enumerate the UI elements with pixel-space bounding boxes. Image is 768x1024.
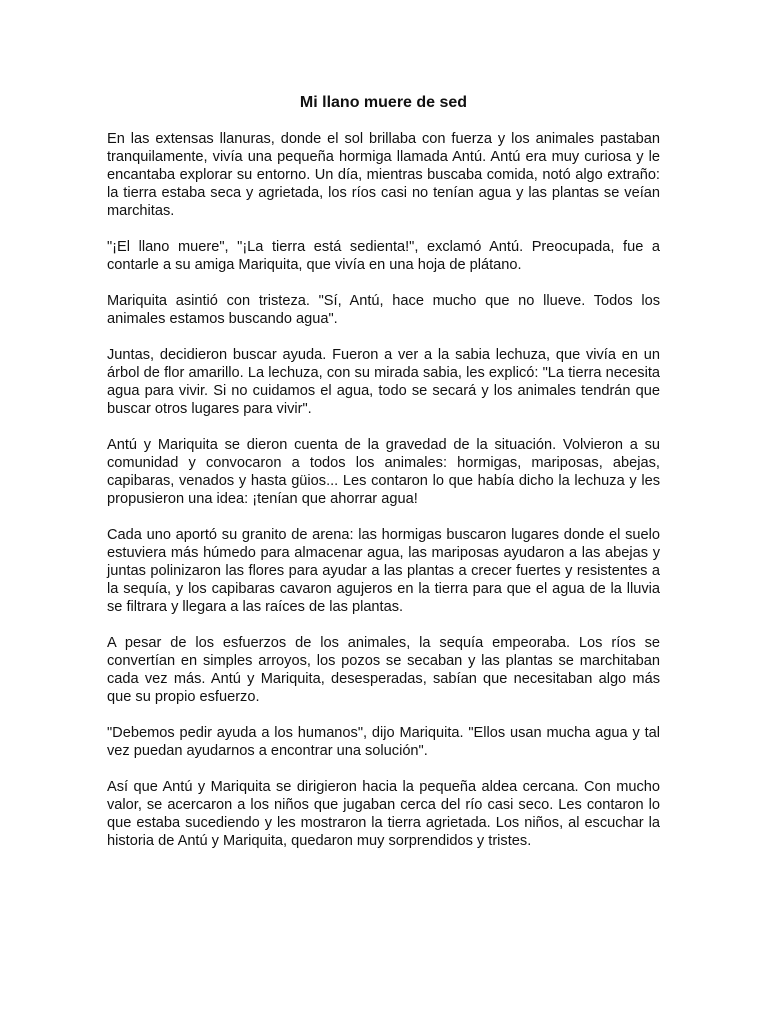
paragraph-7: A pesar de los esfuerzos de los animales, la sequía empeoraba. Los ríos se convertían en simples arroyos, los pozos se secaban y las plantas se marchitaban cada vez más. Antú y Mariquita, desesperadas, sabían que necesitaban algo más que su propio esfuerzo. [107,635,660,705]
paragraph-3: Mariquita asintió con tristeza. "Sí, Antú, hace mucho que no llueve. Todos los animales estamos buscando agua". [107,293,660,327]
paragraph-4: Juntas, decidieron buscar ayuda. Fueron a ver a la sabia lechuza, que vivía en un árbol de flor amarillo. La lechuza, con su mirada sabia, les explicó: "La tierra necesita agua para vivir. Si no cuidamos el agua, todo se secará y los animales tendrán que buscar otros lugares para vivir". [107,347,660,417]
paragraph-5: Antú y Mariquita se dieron cuenta de la gravedad de la situación. Volvieron a su comunidad y convocaron a todos los animales: hormigas, mariposas, abejas, capibaras, venados y hasta güios... Les contaron lo que había dicho la lechuza y les propusieron una idea: ¡tenían que ahorrar agua! [107,437,660,507]
document-page [107,92,660,868]
paragraph-1: En las extensas llanuras, donde el sol brillaba con fuerza y los animales pastaban tranquilamente, vivía una pequeña hormiga llamada Antú. Antú era muy curiosa y le encantaba explorar su entorno. Un día, mientras buscaba comida, notó algo extraño: la tierra estaba seca y agrietada, los ríos casi no tenían agua y las plantas se veían marchitas. [107,131,660,219]
paragraph-8: "Debemos pedir ayuda a los humanos", dijo Mariquita. "Ellos usan mucha agua y tal vez puedan ayudarnos a encontrar una solución". [107,725,660,759]
paragraph-2: "¡El llano muere", "¡La tierra está sedienta!", exclamó Antú. Preocupada, fue a contarle a su amiga Mariquita, que vivía en una hoja de plátano. [107,239,660,273]
document-title: Mi llano muere de sed [299,94,468,111]
paragraph-9: Así que Antú y Mariquita se dirigieron hacia la pequeña aldea cercana. Con mucho valor, se acercaron a los niños que jugaban cerca del río casi seco. Les contaron lo que estaba sucediendo y les mostraron la tierra agrietada. Los niños, al escuchar la historia de Antú y Mariquita, quedaron muy sorprendidos y tristes. [107,779,660,849]
paragraph-6: Cada uno aportó su granito de arena: las hormigas buscaron lugares donde el suelo estuviera más húmedo para almacenar agua, las mariposas ayudaron a las abejas y juntas polinizaron las flores para ayudar a las plantas a crecer fuertes y resistentes a la sequía, y los capibaras cavaron agujeros en la tierra para que el agua de la lluvia se filtrara y llegara a las raíces de las plantas. [107,527,660,615]
